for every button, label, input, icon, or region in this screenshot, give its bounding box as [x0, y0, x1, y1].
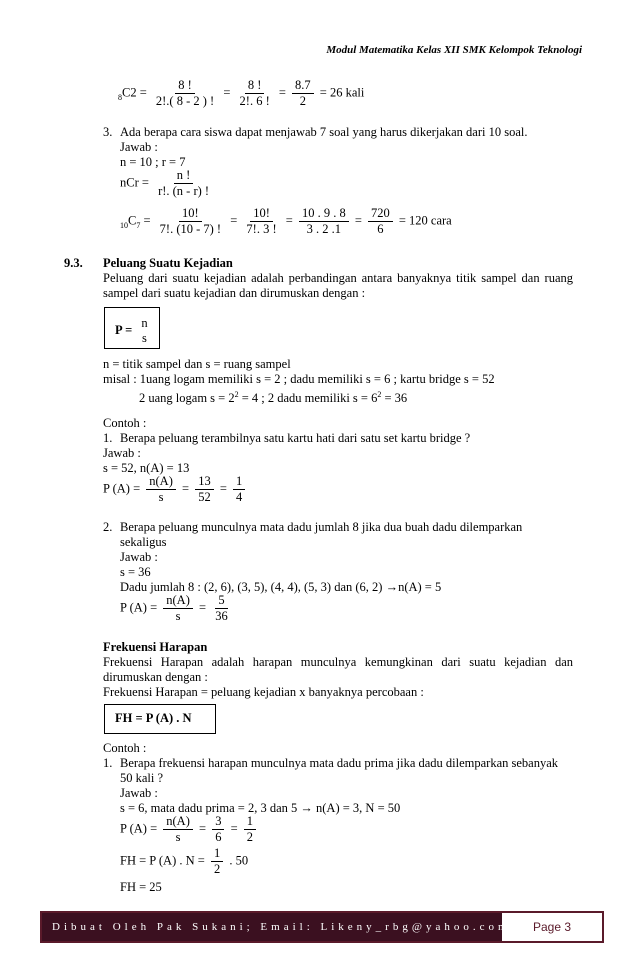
q3-given: n = 10 ; r = 7 — [120, 155, 186, 169]
c2-calculation: $_8$C2 = $\frac{8 !}{2!.( 8 - 2 ) !}$ = $\frac{8 !}{2!. 6 !}$ = $\frac{8.7}{2}$ = 26 kali — [118, 78, 365, 108]
q3-jawab: Jawab : — [120, 140, 158, 154]
contoh1-calculation: P (A) = $\frac{n(A)}{s}$ = $\frac{13}{52}$ = $\frac{1}{4}$ — [103, 474, 248, 505]
fh-formula: FH = P (A) . N — [115, 711, 192, 725]
c2-fraction-1: $\frac{8 !}{2!.( 8 - 2 ) !}$ — [155, 78, 215, 108]
freq-body: Frekuensi Harapan adalah harapan munculnya kemungkinan dari suatu kejadian dan dirumuskan dengan : — [103, 655, 573, 684]
contoh3-text-1: Berapa frekuensi harapan munculnya mata dadu prima jika dadu dilemparkan sebanyak — [120, 756, 559, 770]
contoh3-number: 1. — [103, 756, 113, 770]
probability-formula-box: P = n s — [104, 307, 160, 349]
c2-fraction-3: $\frac{8.7}{2}$ — [292, 78, 314, 109]
misal-line-1: misal : 1uang logam memiliki s = 2 ; dadu memiliki s = 6 ; kartu bridge s = 52 — [103, 372, 495, 386]
contoh2-pairs: Dadu jumlah 8 : (2, 6), (3, 5), (4, 4), (5, 3) dan (6, 2) →n(A) = 5 — [120, 580, 442, 594]
contoh2-given: s = 36 — [120, 565, 151, 579]
contoh1-text: Berapa peluang terambilnya satu kartu hati dari satu set kartu bridge ? — [120, 431, 471, 445]
contoh3-calculation: P (A) = $\frac{n(A)}{s}$ = $\frac{3}{6}$ = $\frac{1}{2}$ — [120, 814, 259, 845]
misal-line-2: 2 uang logam $s = 2^2 = 4$ ; 2 dadu memiliki $s = 6^2 = 36$ — [139, 390, 408, 406]
section-number: 9.3. — [64, 256, 83, 270]
freq-title: Frekuensi Harapan — [103, 640, 208, 654]
contoh2-jawab: Jawab : — [120, 550, 158, 564]
q3-number: 3. — [103, 125, 113, 139]
contoh2-number: 2. — [103, 520, 113, 534]
c2-fraction-2: $\frac{8 !}{2!. 6 !}$ — [239, 78, 270, 108]
contoh3-text-2: 50 kali ? — [120, 771, 164, 785]
page-number: Page 3 — [532, 920, 572, 934]
contoh-label-1: Contoh : — [103, 416, 147, 430]
contoh3-jawab: Jawab : — [120, 786, 158, 800]
c2-subscript: 8 — [118, 92, 122, 102]
fh-calculation: FH = P (A) . N = $\frac{1}{2}$ . 50 — [120, 846, 249, 876]
freq-rule: Frekuensi Harapan = peluang kejadian x banyaknya percobaan : — [103, 685, 424, 699]
contoh-label-2: Contoh : — [103, 741, 147, 755]
contoh2-text-1: Berapa peluang munculnya mata dadu jumlah 8 jika dua buah dadu dilemparkan — [120, 520, 523, 534]
contoh1-given: s = 52, n(A) = 13 — [103, 461, 190, 475]
q3-text: Ada berapa cara siswa dapat menjawab 7 soal yang harus dikerjakan dari 10 soal. — [120, 125, 528, 139]
arrow-icon: → — [385, 580, 399, 594]
footer-author: Dibuat Oleh Pak Sukani; Email: Likeny_rbg@yahoo.com — [42, 913, 502, 941]
c2-result: = 26 kali — [319, 85, 365, 100]
section-title: Peluang Suatu Kejadian — [103, 256, 233, 270]
page-header: Modul Matematika Kelas XII SMK Kelompok Teknologi — [326, 44, 582, 56]
section-body: Peluang dari suatu kejadian adalah perbandingan antara banyaknya titik sampel dan ruang sampel dari suatu kejadian dan dirumuskan dengan : — [103, 271, 573, 300]
contoh3-given: s = 6, mata dadu prima = 2, 3 dan 5 → n(A) = 3, N = 50 — [120, 801, 401, 815]
contoh1-jawab: Jawab : — [103, 446, 141, 460]
probability-definition: n = titik sampel dan s = ruang sampel — [103, 357, 291, 371]
contoh2-calculation: P (A) = $\frac{n(A)}{s}$ = $\frac{5}{36}$ — [120, 593, 228, 623]
arrow-icon: → — [300, 801, 313, 815]
c2-lead: C2 = — [122, 85, 147, 100]
contoh2-text-2: sekaligus — [120, 535, 167, 549]
contoh1-number: 1. — [103, 431, 113, 445]
fh-formula-box — [104, 704, 216, 734]
page-footer — [40, 911, 604, 943]
ncr-formula: nCr = $\frac{n !}{r!. (n - r) !}$ — [120, 168, 210, 198]
fh-result: FH = 25 — [120, 880, 162, 894]
q3-calculation: $_{10}C_7$ = $\frac{10!}{7!. (10 - 7) !}$ = $\frac{10!}{7!. 3 !}$ = $\frac{10 . 9 . 8}{3 . 2 .1}$ = $\frac{720}{6}$ = 120 cara — [120, 206, 452, 236]
